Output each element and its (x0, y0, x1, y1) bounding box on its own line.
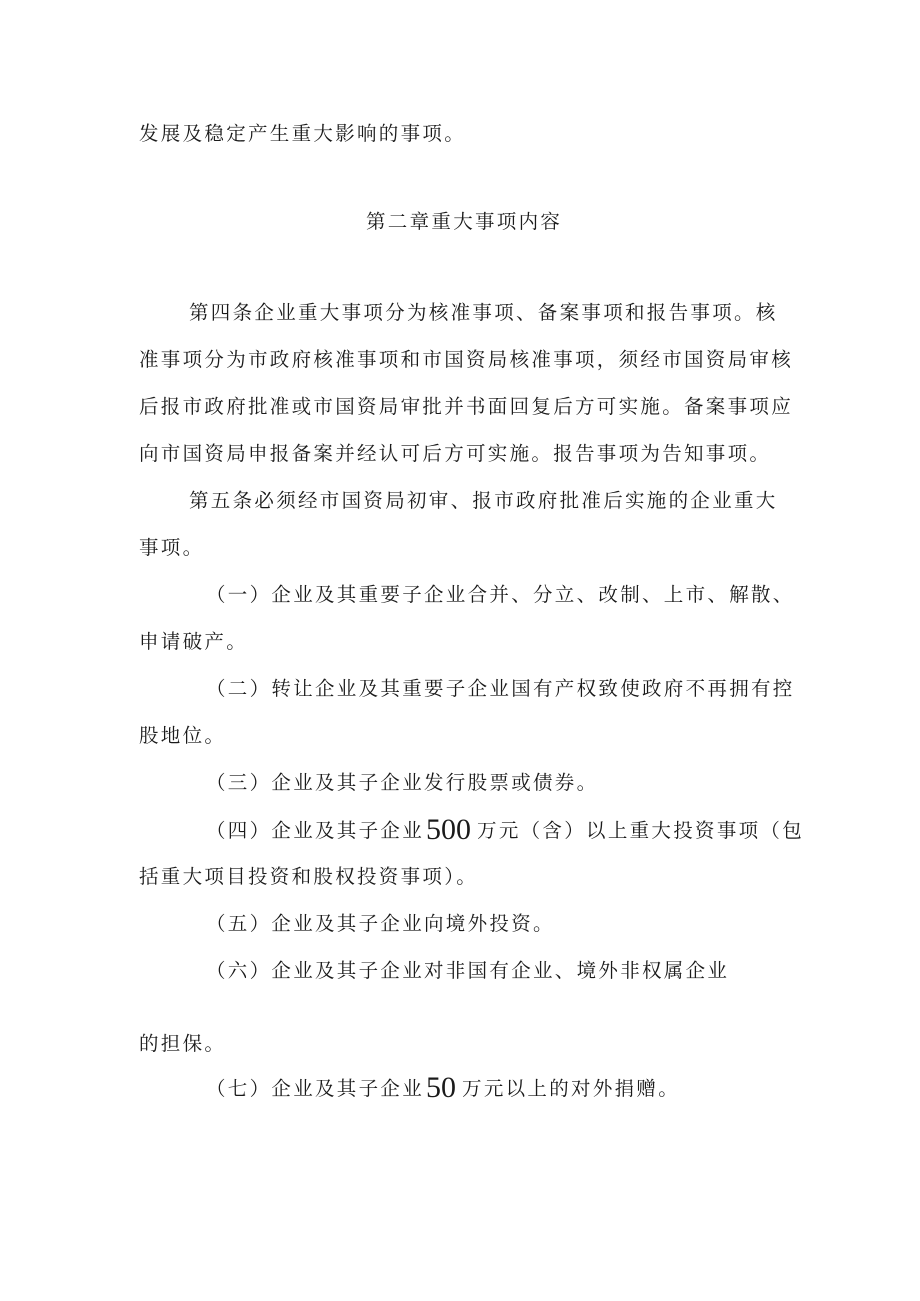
article-4-line-1: 第四条企业重大事项分为核准事项、备案事项和报告事项。核 (189, 301, 778, 324)
item-1-line-1: （一）企业及其重要子企业合并、分立、改制、上市、解散、 (206, 583, 795, 606)
article-5-line-2: 事项。 (139, 536, 205, 559)
item-3: （三）企业及其子企业发行股票或债券。 (206, 771, 599, 794)
item-6-line-2: 的担保。 (139, 1032, 227, 1055)
item-7-amount: 50 (426, 1071, 457, 1104)
item-7-text-after-amount: 万元以上的对外捐赠。 (462, 1077, 681, 1100)
article-4-line-3: 后报市政府批准或市国资局审批并书面回复后方可实施。备案事项应 (139, 395, 794, 418)
item-2-line-2: 股地位。 (139, 724, 227, 747)
item-2-line-1: （二）转让企业及其重要子企业国有产权致使政府不再拥有控 (206, 677, 795, 700)
continued-paragraph: 发展及稳定产生重大影响的事项。 (139, 122, 467, 145)
chapter-title: 第二章重大事项内容 (366, 210, 563, 233)
item-7-text-before-amount: （七）企业及其子企业 (206, 1077, 425, 1100)
item-7 (206, 1071, 681, 1104)
item-5: （五）企业及其子企业向境外投资。 (206, 912, 555, 935)
article-4-line-4: 向市国资局申报备案并经认可后方可实施。报告事项为告知事项。 (139, 442, 772, 465)
article-5-line-1: 第五条必须经市国资局初审、报市政府批准后实施的企业重大 (189, 489, 778, 512)
item-4-line-2: 括重大项目投资和股权投资事项）。 (139, 865, 479, 888)
item-4-text-before-amount: （四）企业及其子企业 (206, 819, 425, 842)
item-6-line-1: （六）企业及其子企业对非国有企业、境外非权属企业 (206, 959, 730, 982)
item-1-line-2: 申请破产。 (139, 630, 249, 653)
item-4-line-1 (206, 813, 805, 846)
item-4-amount: 500 (426, 813, 472, 846)
item-4-text-after-amount: 万元（含）以上重大投资事项（包 (477, 819, 805, 842)
article-4-line-2: 准事项分为市政府核准事项和市国资局核准事项，须经市国资局审核 (139, 348, 794, 371)
